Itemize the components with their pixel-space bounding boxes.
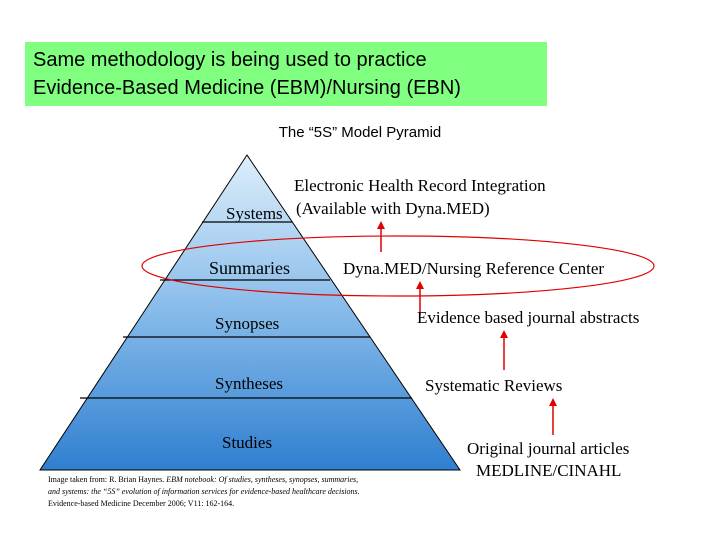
banner-line-1: Same methodology is being used to practice xyxy=(33,49,427,71)
citation-line-1-plain: Image taken from: R. Brian Haynes. xyxy=(48,475,167,484)
desc-studies-line-2: MEDLINE/CINAHL xyxy=(476,461,622,480)
level-syntheses: Syntheses xyxy=(215,374,283,393)
level-synopses: Synopses xyxy=(215,314,280,333)
desc-summaries: Dyna.MED/Nursing Reference Center xyxy=(343,259,605,278)
citation-line-3: Evidence-based Medicine December 2006; V11: 162-164. xyxy=(48,499,235,508)
citation xyxy=(48,474,468,510)
desc-systems-line-1: Electronic Health Record Integration xyxy=(294,176,546,195)
citation-line-2: and systems: the “5S” evolution of information services for evidence-based healthcare decisions. xyxy=(48,487,360,496)
citation-line-1-italic: EBM notebook: Of studies, syntheses, synopses, summaries, xyxy=(166,475,359,484)
level-systems: Systems xyxy=(226,204,283,223)
pyramid-title: The “5S” Model Pyramid xyxy=(278,124,442,141)
level-summaries: Summaries xyxy=(209,258,290,278)
desc-studies-line-1: Original journal articles xyxy=(467,439,630,458)
desc-syntheses: Systematic Reviews xyxy=(425,376,563,395)
desc-synopses: Evidence based journal abstracts xyxy=(417,308,640,327)
banner-line-2: Evidence-Based Medicine (EBM)/Nursing (EBN) xyxy=(33,77,461,99)
desc-systems-line-2: (Available with Dyna.MED) xyxy=(296,199,490,218)
citation-line-1 xyxy=(48,474,468,486)
level-studies: Studies xyxy=(222,433,273,452)
